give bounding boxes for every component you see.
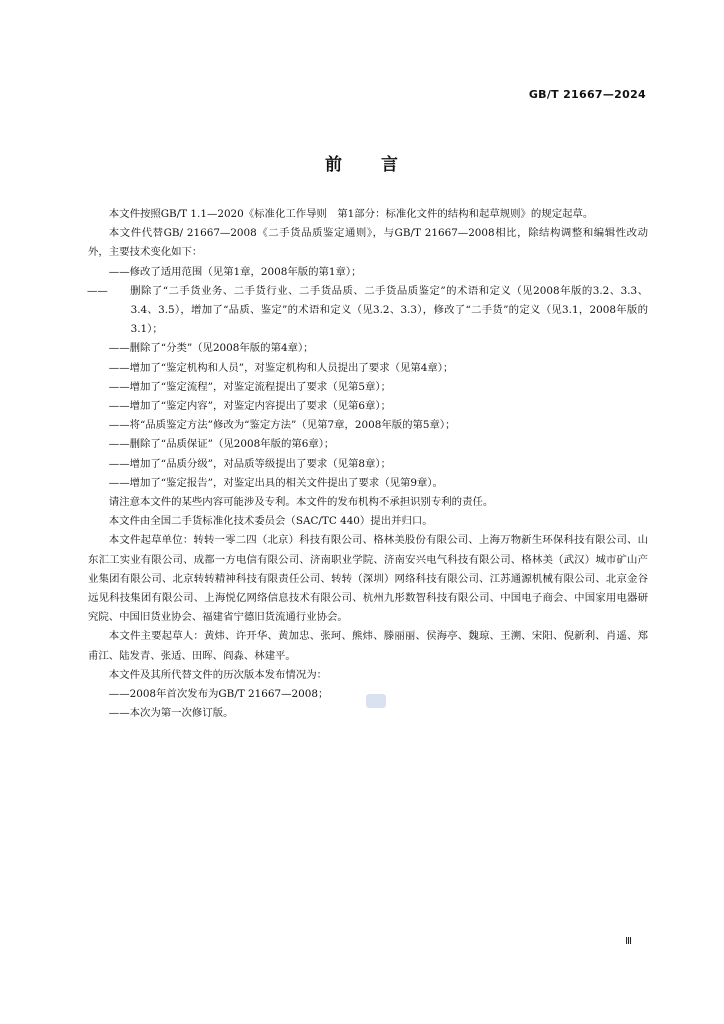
foreword-body: [88, 205, 648, 723]
watermark-stamp-icon: [366, 694, 386, 708]
paragraph-drafting-rules: 本文件按照GB/T 1.1—2020《标准化工作导则 第1部分：标准化文件的结构和起草规则》的规定起草。: [108, 208, 594, 220]
change-item: ——增加了“鉴定机构和人员”，对鉴定机构和人员提出了要求（见第4章）；: [108, 361, 454, 374]
change-item: ——增加了“鉴定报告”，对鉴定出具的相关文件提出了要求（见第9章）。: [108, 476, 443, 489]
paragraph-committee: 本文件由全国二手货标准化技术委员会（SAC/TC 440）提出并归口。: [108, 515, 433, 528]
title-char-1: 前: [325, 155, 343, 175]
page-title: [0, 150, 724, 175]
history-item: ——本次为第一次修订版。: [108, 707, 234, 720]
change-item: ——增加了“鉴定流程”，对鉴定流程提出了要求（见第5章）；: [108, 380, 392, 393]
paragraph-drafting-units: 本文件起草单位：转转一零二四（北京）科技有限公司、格林美股份有限公司、上海万物新生环保科技有限公司、山东汇工实业有限公司、成都一方电信有限公司、济南职业学院、济南安兴电气科技有限公司、格林美（武汉）城市矿山产业集团有限公司、北京转转精神科技有限责任公司、转转（深圳）网络科技有限公司、江苏通源机械有限公司、北京金谷远见科技集团有限公司、上海悦亿网络信息技术有限公司、杭州九彤数智科技有限公司、中国电子商会、中国家用电器研究院、中国旧货业协会、福建省宁德旧货流通行业协会。: [88, 534, 648, 624]
paragraph-history-intro: 本文件及其所代替文件的历次版本发布情况为：: [108, 668, 327, 681]
history-item: ——2008年首次发布为GB/T 21667—2008；: [108, 688, 329, 701]
paragraph-drafters: 本文件主要起草人：黄炜、许开华、黄加忠、张珂、熊炜、滕丽丽、侯海亭、魏琼、王溯、宋阳、倪新利、肖遥、郑甫江、陆发青、张适、田晖、阎淼、林建平。: [88, 630, 648, 662]
change-item: —— 删除了“二手货业务、二手货行业、二手货品质、二手货品质鉴定”的术语和定义（见2008年版的3.2、3.3、3.4、3.5），增加了“品质、鉴定”的术语和定义（见3.2、3.3），修改了“二手货”的定义（见3.1，2008年版的3.1）；: [86, 284, 648, 336]
change-item: ——将“品质鉴定方法”修改为“鉴定方法”（见第7章，2008年版的第5章）；: [108, 419, 456, 432]
standard-code: GB/T 21667—2024: [528, 88, 646, 101]
paragraph-patent-notice: 请注意本文件的某些内容可能涉及专利。本文件的发布机构不承担识别专利的责任。: [108, 496, 494, 509]
title-char-2: 言: [381, 155, 399, 175]
change-item: ——删除了“分类”（见2008年版的第4章）；: [108, 342, 314, 355]
change-item: ——删除了“品质保证”（见2008年版的第6章）；: [108, 438, 335, 451]
change-item: ——增加了“品质分级”，对品质等级提出了要求（见第8章）；: [108, 457, 392, 470]
change-item: ——增加了“鉴定内容”，对鉴定内容提出了要求（见第6章）；: [108, 400, 392, 413]
page-number: Ⅲ: [625, 936, 632, 947]
change-item: ——修改了适用范围（见第1章，2008年版的第1章）；: [108, 265, 362, 278]
paragraph-replacement: 本文件代替GB/ 21667—2008《二手货品质鉴定通则》，与GB/T 21667—2008相比，除结构调整和编辑性改动外，主要技术变化如下：: [88, 227, 648, 259]
